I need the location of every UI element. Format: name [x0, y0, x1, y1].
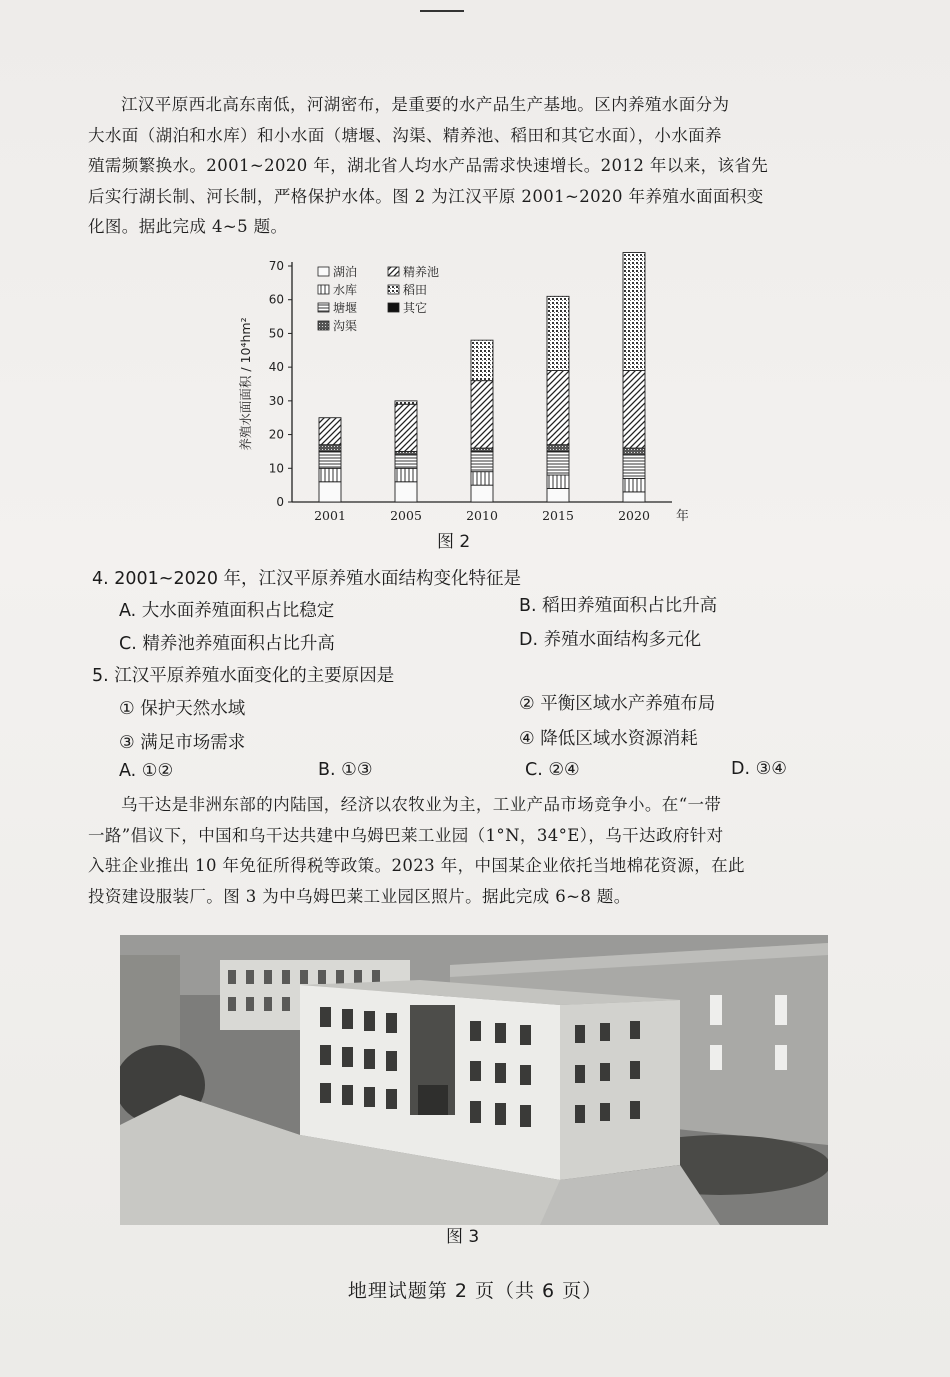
legend-label: 精养池: [403, 265, 440, 279]
chart-bars: [319, 253, 645, 502]
figure-2-caption: 图 2: [437, 532, 471, 552]
legend-swatch: [318, 285, 329, 294]
question-4-option-d: D. 养殖水面结构多元化: [519, 630, 702, 650]
bar-segment: [623, 492, 645, 502]
y-tick-label: 60: [268, 292, 284, 307]
legend-swatch: [318, 267, 329, 276]
x-tick-label: 2010: [466, 508, 498, 523]
x-tick-label: 2015: [542, 508, 574, 523]
y-tick-label: 10: [268, 461, 284, 476]
bar-segment: [395, 455, 417, 468]
passage-2-line: 入驻企业推出 10 年免征所得税等政策。2023 年，中国某企业依托当地棉花资源，在此: [88, 856, 745, 875]
passage-2-line: 一路”倡议下，中国和乌干达共建中乌姆巴莱工业园（1°N，34°E），乌干达政府针对: [88, 825, 724, 845]
y-tick-label: 20: [268, 427, 284, 442]
y-tick-label: 70: [268, 259, 284, 273]
x-tick-label: 2005: [390, 508, 422, 523]
y-tick-label: 0: [276, 495, 284, 509]
y-tick-label: 40: [268, 360, 284, 375]
bar-segment: [471, 381, 493, 448]
question-5-statement-4: ④ 降低区域水资源消耗: [519, 729, 698, 749]
legend-label: 稻田: [403, 283, 428, 297]
industrial-park-photo: [120, 935, 828, 1225]
bar-segment: [395, 401, 417, 404]
stacked-bar-chart: [228, 250, 688, 535]
legend-swatch: [388, 267, 399, 276]
bar-segment: [471, 451, 493, 471]
y-axis-label: 养殖水面面积 / 10⁴hm²: [238, 317, 253, 451]
passage-1-line: 殖需频繁换水。2001~2020 年，湖北省人均水产品需求快速增长。2012 年以来，该省先: [88, 156, 769, 175]
y-tick-label: 30: [268, 393, 284, 408]
question-5-option-d: D. ③④: [731, 759, 787, 779]
passage-1-line: 后实行湖长制、河长制，严格保护水体。图 2 为江汉平原 2001~2020 年养殖水面面积变: [88, 186, 764, 206]
legend-swatch: [388, 303, 399, 312]
legend-label: 水库: [333, 283, 358, 297]
bar-segment: [395, 468, 417, 481]
question-5-stem: 5. 江汉平原养殖水面变化的主要原因是: [92, 666, 395, 686]
bar-segment: [623, 478, 645, 491]
x-tick-label: 2001: [314, 508, 346, 523]
x-tick-label: 2020: [618, 508, 650, 523]
bar-segment: [471, 485, 493, 502]
bar-segment: [623, 455, 645, 479]
question-4-option-b: B. 稻田养殖面积占比升高: [519, 596, 718, 616]
question-4-option-a: A. 大水面养殖面积占比稳定: [119, 601, 335, 621]
bar-segment: [319, 468, 341, 481]
bar-segment: [547, 445, 569, 452]
question-5-statement-1: ① 保护天然水域: [119, 699, 246, 719]
bar-segment: [471, 340, 493, 380]
chart-legend: [318, 264, 439, 333]
bar-segment: [623, 253, 645, 371]
bar-segment: [395, 482, 417, 502]
legend-swatch: [318, 321, 329, 330]
figure-2-chart: [228, 250, 688, 535]
bar-segment: [319, 418, 341, 445]
bar-segment: [547, 475, 569, 488]
passage-2-line: 投资建设服装厂。图 3 为中乌姆巴莱工业园区照片。据此完成 6~8 题。: [88, 886, 631, 906]
bar-segment: [395, 451, 417, 454]
bar-segment: [319, 451, 341, 468]
passage-1: [88, 90, 830, 243]
legend-label: 沟渠: [333, 319, 358, 333]
question-5-option-a: A. ①②: [119, 761, 174, 781]
question-5-option-c: C. ②④: [525, 760, 580, 780]
bar-segment: [319, 445, 341, 452]
question-5-statement-2: ② 平衡区域水产养殖布局: [519, 694, 716, 714]
legend-swatch: [318, 303, 329, 312]
page-top-mark: [420, 0, 464, 12]
bar-segment: [547, 296, 569, 370]
passage-2: [88, 790, 830, 912]
bar-segment: [623, 448, 645, 455]
bar-segment: [319, 482, 341, 502]
bar-segment: [395, 404, 417, 451]
legend-label: 其它: [403, 301, 428, 315]
passage-2-line: 乌干达是非洲东部的内陆国，经济以农牧业为主，工业产品市场竞争小。在“一带: [121, 795, 722, 814]
legend-swatch: [388, 285, 399, 294]
bar-segment: [471, 472, 493, 485]
passage-1-line: 化图。据此完成 4~5 题。: [88, 217, 288, 236]
bar-segment: [623, 371, 645, 449]
question-5-option-b: B. ①③: [318, 760, 373, 780]
passage-1-line: 江汉平原西北高东南低，河湖密布，是重要的水产品生产基地。区内养殖水面分为: [121, 95, 730, 114]
question-4-option-c: C. 精养池养殖面积占比升高: [119, 634, 335, 654]
legend-label: 塘堰: [333, 301, 358, 315]
bar-segment: [471, 448, 493, 451]
legend-label: 湖泊: [333, 265, 358, 279]
y-tick-label: 50: [268, 326, 284, 341]
figure-3-caption: 图 3: [446, 1227, 480, 1247]
bar-segment: [547, 489, 569, 502]
bar-segment: [547, 451, 569, 475]
page-footer: 地理试题第 2 页（共 6 页）: [347, 1280, 603, 1302]
question-4-stem: 4. 2001~2020 年，江汉平原养殖水面结构变化特征是: [92, 569, 522, 589]
question-5-statement-3: ③ 满足市场需求: [119, 733, 246, 753]
figure-3-photo: [120, 935, 828, 1225]
x-axis-unit: 年: [676, 509, 688, 524]
bar-segment: [547, 371, 569, 445]
chart-axes: [238, 259, 688, 524]
passage-1-line: 大水面（湖泊和水库）和小水面（塘堰、沟渠、精养池、稻田和其它水面），小水面养: [88, 125, 722, 145]
